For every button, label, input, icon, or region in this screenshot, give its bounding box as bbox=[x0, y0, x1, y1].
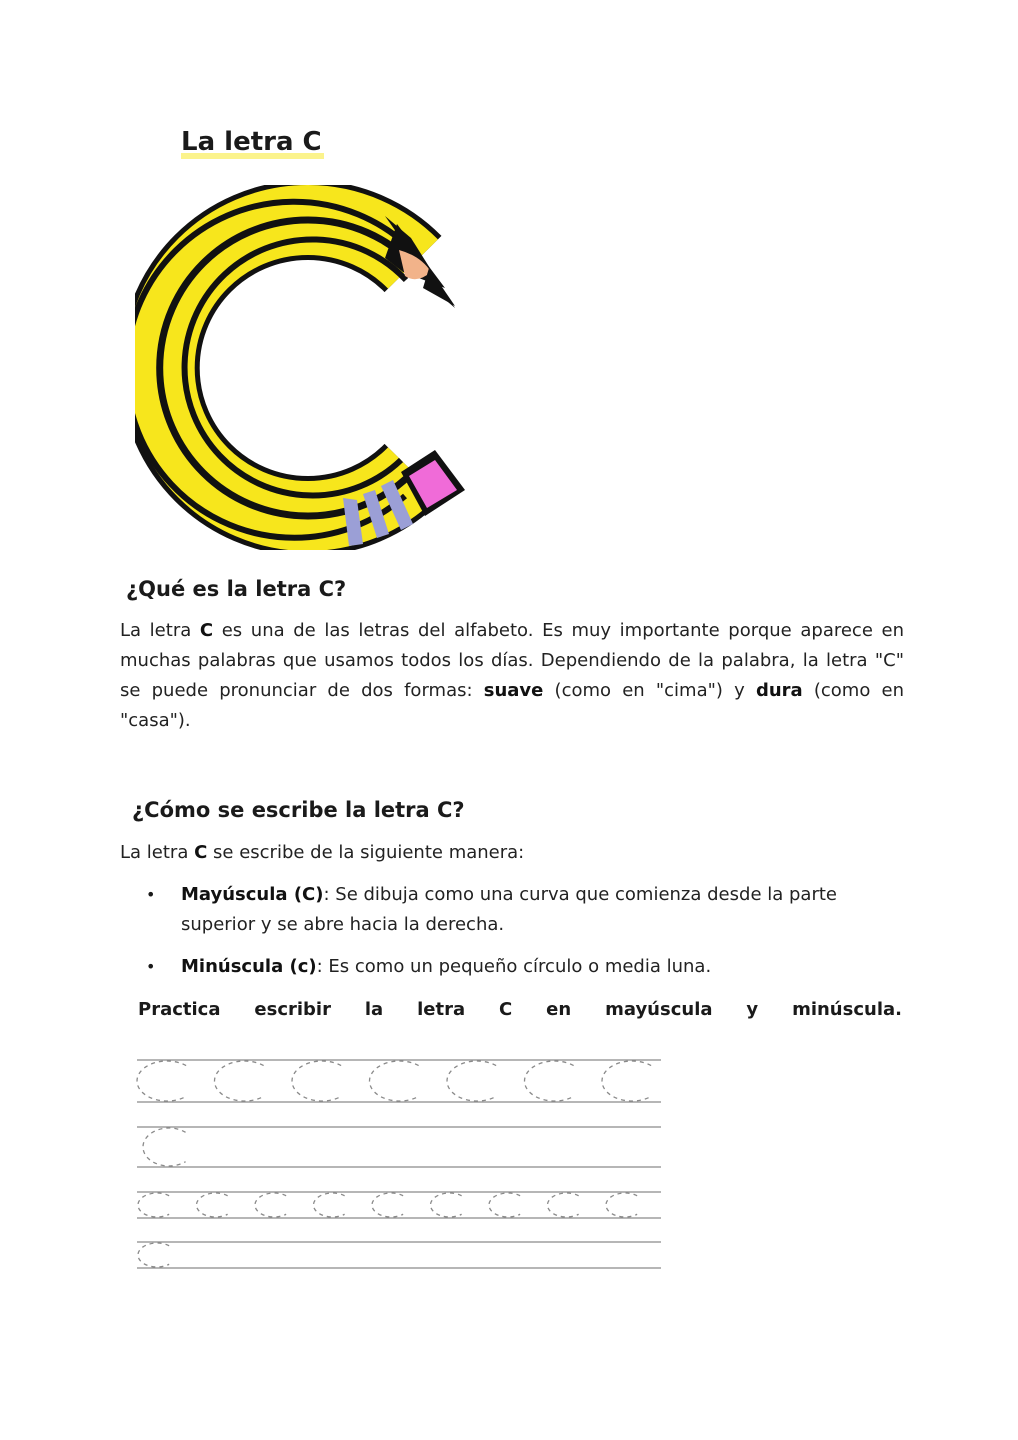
lowercase-c-trace bbox=[138, 1243, 169, 1267]
practice-word: Practica bbox=[138, 999, 221, 1020]
p2-bold-c: C bbox=[194, 842, 208, 863]
lowercase-c-trace bbox=[489, 1193, 520, 1217]
lowercase-c-trace bbox=[606, 1193, 637, 1217]
bullet-minuscula-bold: Minúscula (c) bbox=[181, 956, 317, 977]
p1-bold-suave: suave bbox=[483, 680, 544, 701]
p1-bold-c: C bbox=[199, 620, 214, 641]
practice-word: la bbox=[364, 999, 384, 1020]
lowercase-c-trace bbox=[431, 1193, 462, 1217]
lowercase-c-trace bbox=[255, 1193, 286, 1217]
section-heading-como-se-escribe: ¿Cómo se escribe la letra C? bbox=[132, 798, 465, 822]
p1-text-3: (como en "cima") y bbox=[543, 680, 756, 701]
practice-word: C bbox=[499, 999, 513, 1020]
practice-word: letra bbox=[417, 999, 466, 1020]
uppercase-c-trace bbox=[447, 1061, 496, 1101]
practice-word: minúscula. bbox=[792, 999, 902, 1020]
lowercase-c-trace bbox=[372, 1193, 403, 1217]
uppercase-c-trace bbox=[292, 1061, 341, 1101]
bullet-marker: • bbox=[146, 957, 156, 976]
practice-word: escribir bbox=[254, 999, 331, 1020]
practice-word: mayúscula bbox=[605, 999, 713, 1020]
p2-text-2: se escribe de la siguiente manera: bbox=[207, 842, 525, 863]
p1-text-1: La letra bbox=[120, 620, 200, 641]
page-title: La letra C bbox=[181, 122, 324, 162]
section1-paragraph bbox=[120, 616, 904, 736]
section2-paragraph bbox=[120, 838, 904, 868]
section-heading-que-es: ¿Qué es la letra C? bbox=[126, 577, 347, 601]
bullet-minuscula-text: : Es como un pequeño círculo o media luna. bbox=[316, 956, 712, 977]
uppercase-c-trace bbox=[137, 1061, 186, 1101]
practice-instruction bbox=[138, 995, 902, 1025]
p1-text-2: es una de las letras del alfabeto. Es muy importante porque aparece en muchas palabras que usamos todos los días. Dependiendo de la palabra, la letra "C" se puede pronunciar de dos formas: bbox=[120, 620, 904, 701]
practice-word: en bbox=[546, 999, 572, 1020]
uppercase-c-trace bbox=[143, 1128, 186, 1166]
bullet-mayuscula-bold: Mayúscula (C) bbox=[181, 884, 324, 905]
bullet-mayuscula-text: : Se dibuja como una curva que comienza desde la parte superior y se abre hacia la derecha. bbox=[181, 884, 837, 935]
practice-word: y bbox=[746, 999, 759, 1020]
bullet-minuscula bbox=[181, 952, 905, 982]
bullet-mayuscula bbox=[181, 880, 905, 940]
uppercase-c-trace bbox=[602, 1061, 651, 1101]
p1-text-4: (como en "casa"). bbox=[120, 680, 905, 731]
pencil-letter-c-icon bbox=[135, 185, 497, 550]
bullet-marker: • bbox=[146, 885, 156, 904]
lowercase-c-trace bbox=[548, 1193, 579, 1217]
uppercase-c-trace bbox=[215, 1061, 264, 1101]
lowercase-c-trace bbox=[138, 1193, 169, 1217]
uppercase-c-trace bbox=[525, 1061, 574, 1101]
lowercase-c-trace bbox=[314, 1193, 345, 1217]
p1-bold-dura: dura bbox=[755, 680, 803, 701]
tracing-practice-sheet bbox=[125, 1035, 670, 1285]
uppercase-c-trace bbox=[369, 1061, 418, 1101]
lowercase-c-trace bbox=[196, 1193, 227, 1217]
p2-text-1: La letra bbox=[120, 842, 195, 863]
